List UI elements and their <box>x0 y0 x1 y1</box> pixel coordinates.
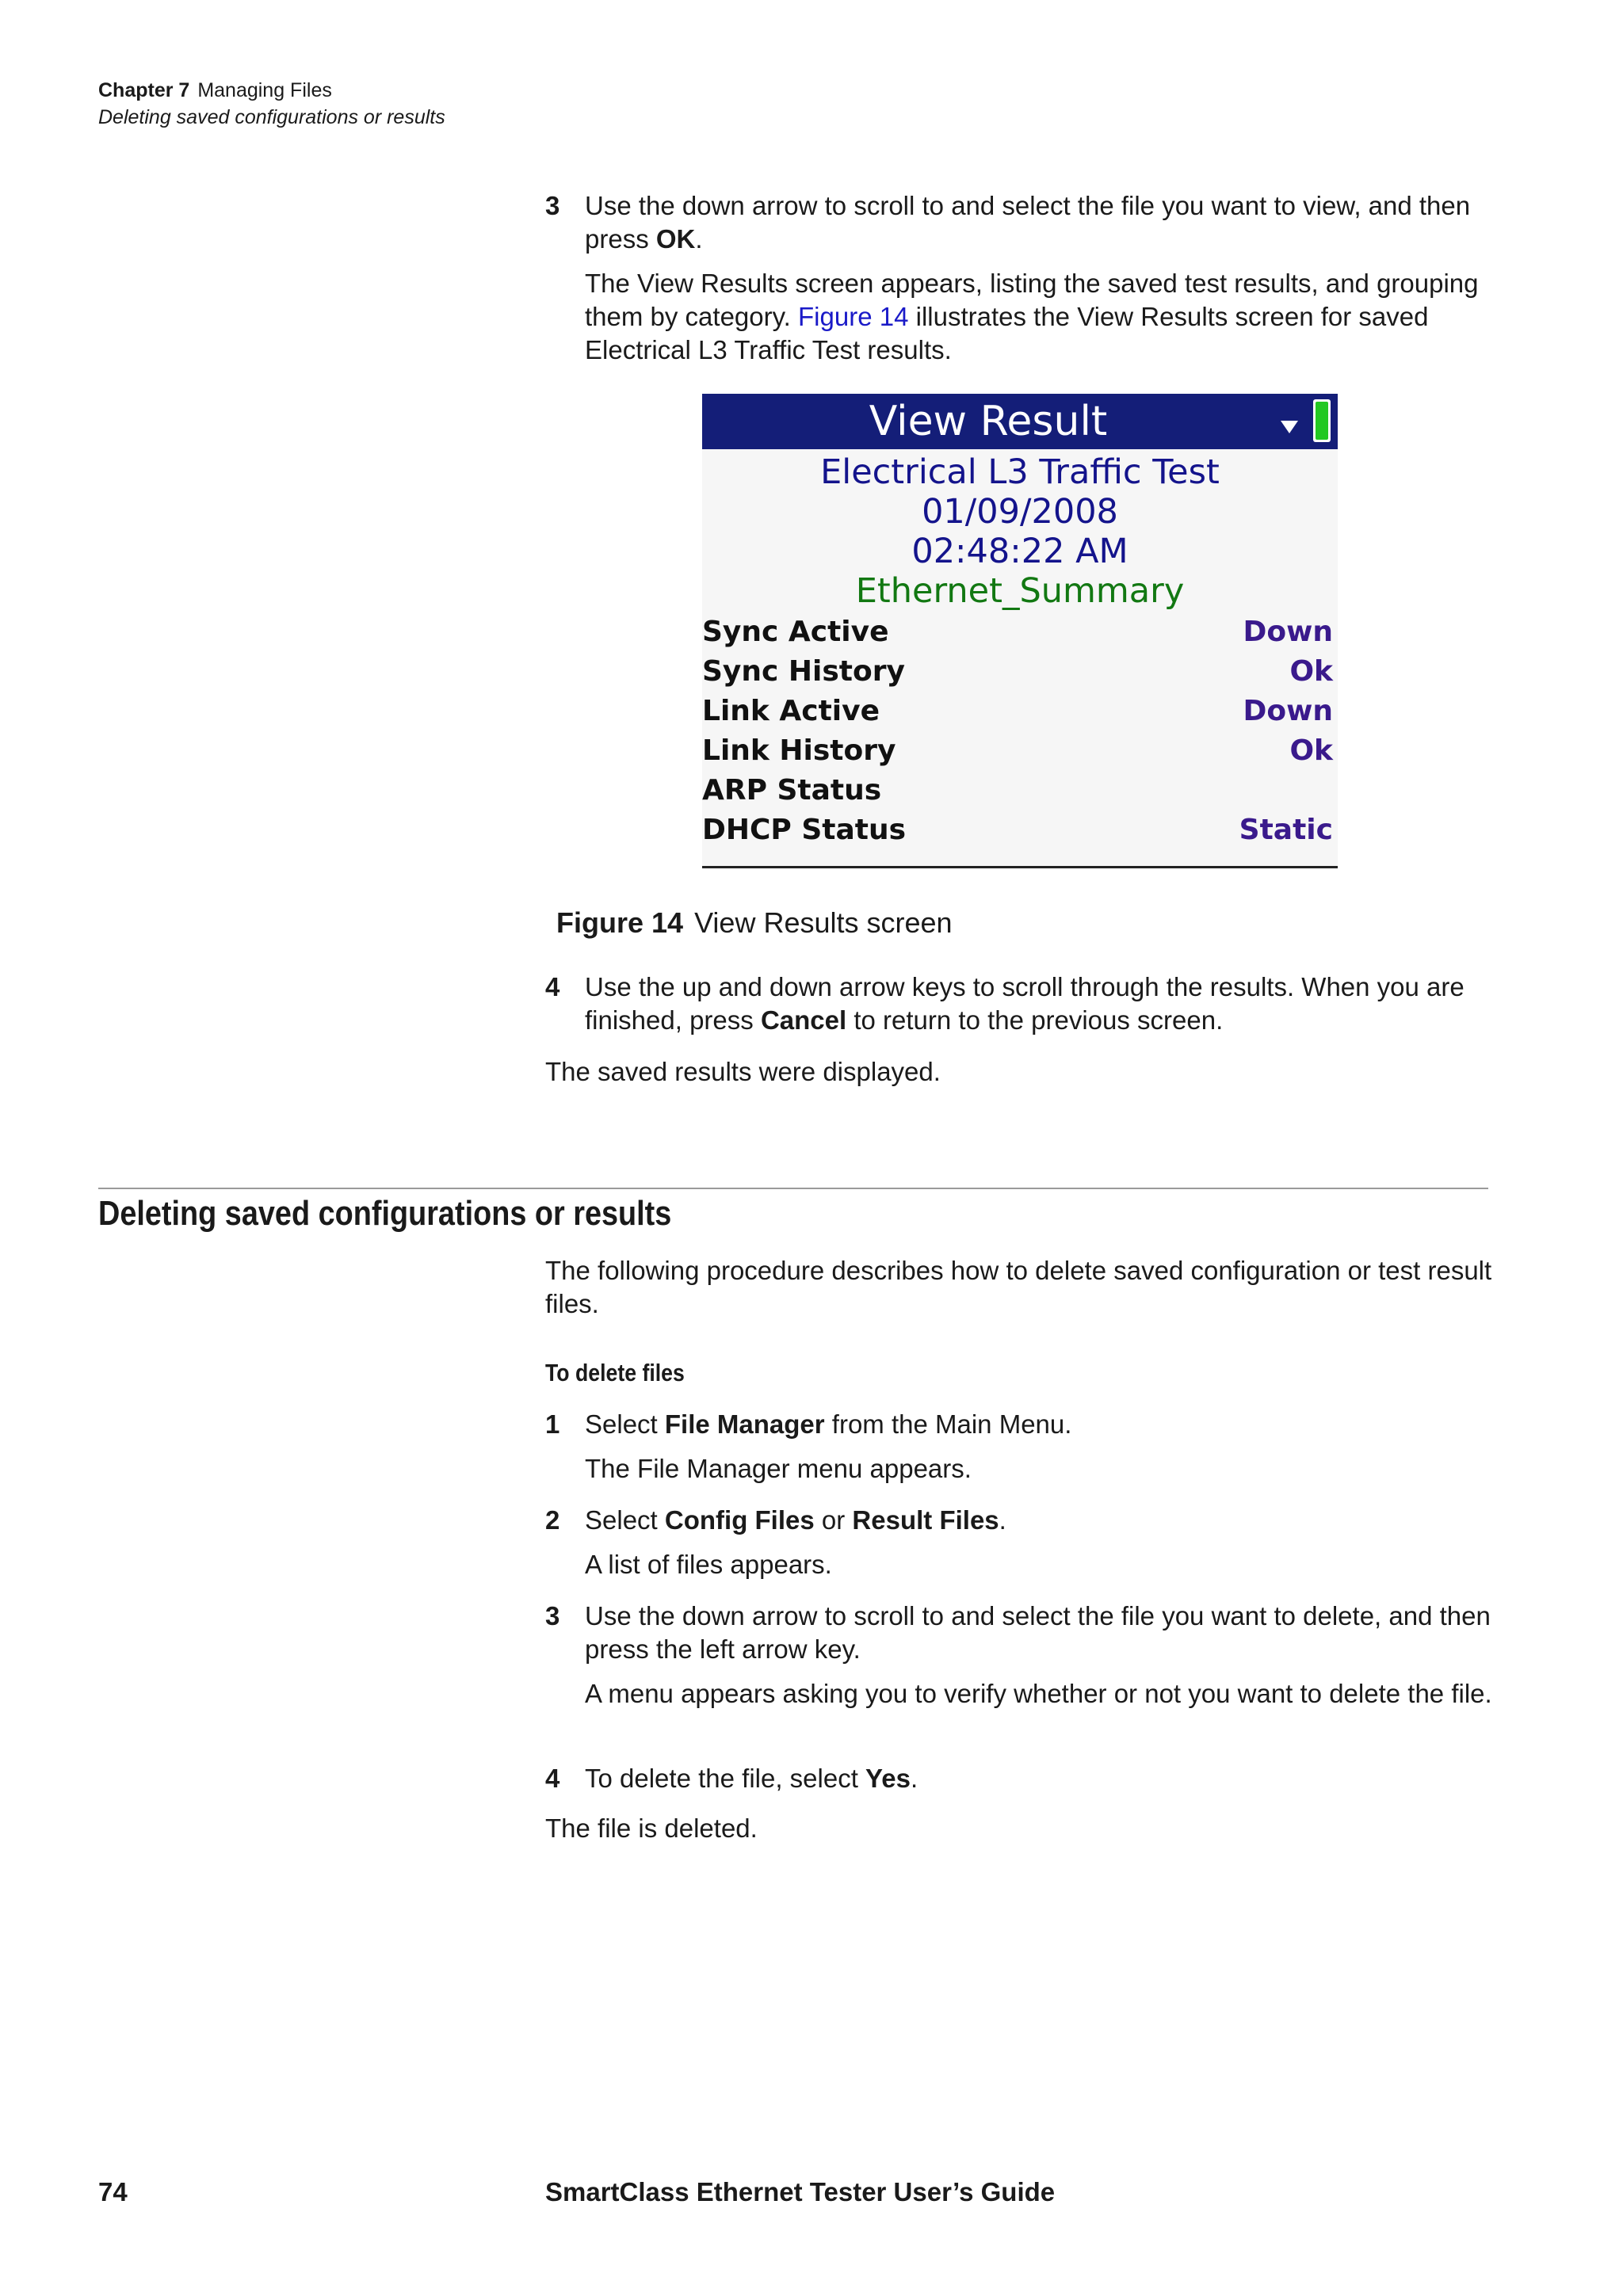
view-conclusion: The saved results were displayed. <box>545 1057 941 1086</box>
chapter-title: Managing Files <box>197 79 332 101</box>
screen-title: View Result <box>869 398 1108 445</box>
screen-row <box>702 810 1333 850</box>
row-value: Ok <box>1289 655 1333 688</box>
section-heading: Deleting saved configurations or results <box>98 1194 672 1233</box>
screen-body <box>702 449 1338 869</box>
delete-conclusion: The file is deleted. <box>545 1814 758 1843</box>
screen-row <box>702 652 1333 692</box>
book-title: SmartClass Ethernet Tester User’s Guide <box>545 2177 1056 2206</box>
row-value: Down <box>1243 695 1333 727</box>
step-number: 4 <box>545 972 560 1001</box>
step-number: 3 <box>545 191 560 220</box>
row-label: DHCP Status <box>702 814 907 846</box>
step-text: Use the down arrow to scroll to and select the file you want to delete, and then press the left arrow key. <box>585 1601 1491 1664</box>
step-number: 1 <box>545 1409 560 1439</box>
section-divider <box>98 1188 1488 1189</box>
screen-date: 01/09/2008 <box>922 492 1118 532</box>
down-arrow-icon <box>1281 421 1298 433</box>
row-label: Sync History <box>702 655 905 688</box>
step-number: 3 <box>545 1601 560 1630</box>
step-text: To delete the file, select Yes. <box>585 1764 918 1793</box>
screen-row <box>702 692 1333 731</box>
delete-step-1-result: The File Manager menu appears. <box>585 1454 972 1483</box>
row-label: Sync Active <box>702 616 889 648</box>
chapter-label: Chapter 7 <box>98 79 190 101</box>
delete-step-2-result: A list of files appears. <box>585 1550 832 1579</box>
screen-time: 02:48:22 AM <box>911 532 1128 571</box>
row-label: Link History <box>702 734 896 767</box>
view-result-screen-figure <box>702 394 1338 869</box>
figure-14-link[interactable]: Figure 14 <box>798 302 909 331</box>
step-text: Select Config Files or Result Files. <box>585 1505 1006 1535</box>
screen-bottom-rule <box>702 866 1338 868</box>
screen-row <box>702 771 1333 810</box>
delete-intro: The following procedure describes how to delete saved configuration or test result files. <box>545 1256 1492 1318</box>
row-value: Down <box>1243 616 1333 648</box>
screen-category: Ethernet_Summary <box>855 571 1185 611</box>
row-value: Ok <box>1289 734 1333 767</box>
page-number: 74 <box>98 2177 128 2206</box>
battery-icon <box>1313 399 1331 442</box>
screen-test-name: Electrical L3 Traffic Test <box>820 452 1220 492</box>
step-text: Use the up and down arrow keys to scroll through the results. When you are finished, press Cancel to return to the previous screen. <box>585 972 1465 1035</box>
step-text: Select File Manager from the Main Menu. <box>585 1409 1072 1439</box>
step-text: Use the down arrow to scroll to and select the file you want to view, and then press OK. <box>585 191 1471 254</box>
running-header-section: Deleting saved configurations or results <box>98 106 445 128</box>
row-label: ARP Status <box>702 774 882 807</box>
delete-step-3-result: A menu appears asking you to verify whether or not you want to delete the file. <box>585 1679 1492 1708</box>
row-label: Link Active <box>702 695 880 727</box>
figure-caption <box>556 905 953 941</box>
screen-row <box>702 612 1333 652</box>
running-header-chapter <box>98 78 332 103</box>
procedure-heading: To delete files <box>545 1359 685 1386</box>
step-number: 4 <box>545 1764 560 1793</box>
figure-caption-text: View Results screen <box>694 906 953 939</box>
view-step-3-result: The View Results screen appears, listing the saved test results, and grouping them by category. Figure 14 illustrates the View Results screen for saved Electrical L3 Traffic Test results. <box>585 269 1479 364</box>
step-number: 2 <box>545 1505 560 1535</box>
row-value: Static <box>1239 814 1333 846</box>
battery-fill <box>1316 402 1328 440</box>
figure-caption-label: Figure 14 <box>556 906 684 939</box>
screen-row <box>702 731 1333 771</box>
